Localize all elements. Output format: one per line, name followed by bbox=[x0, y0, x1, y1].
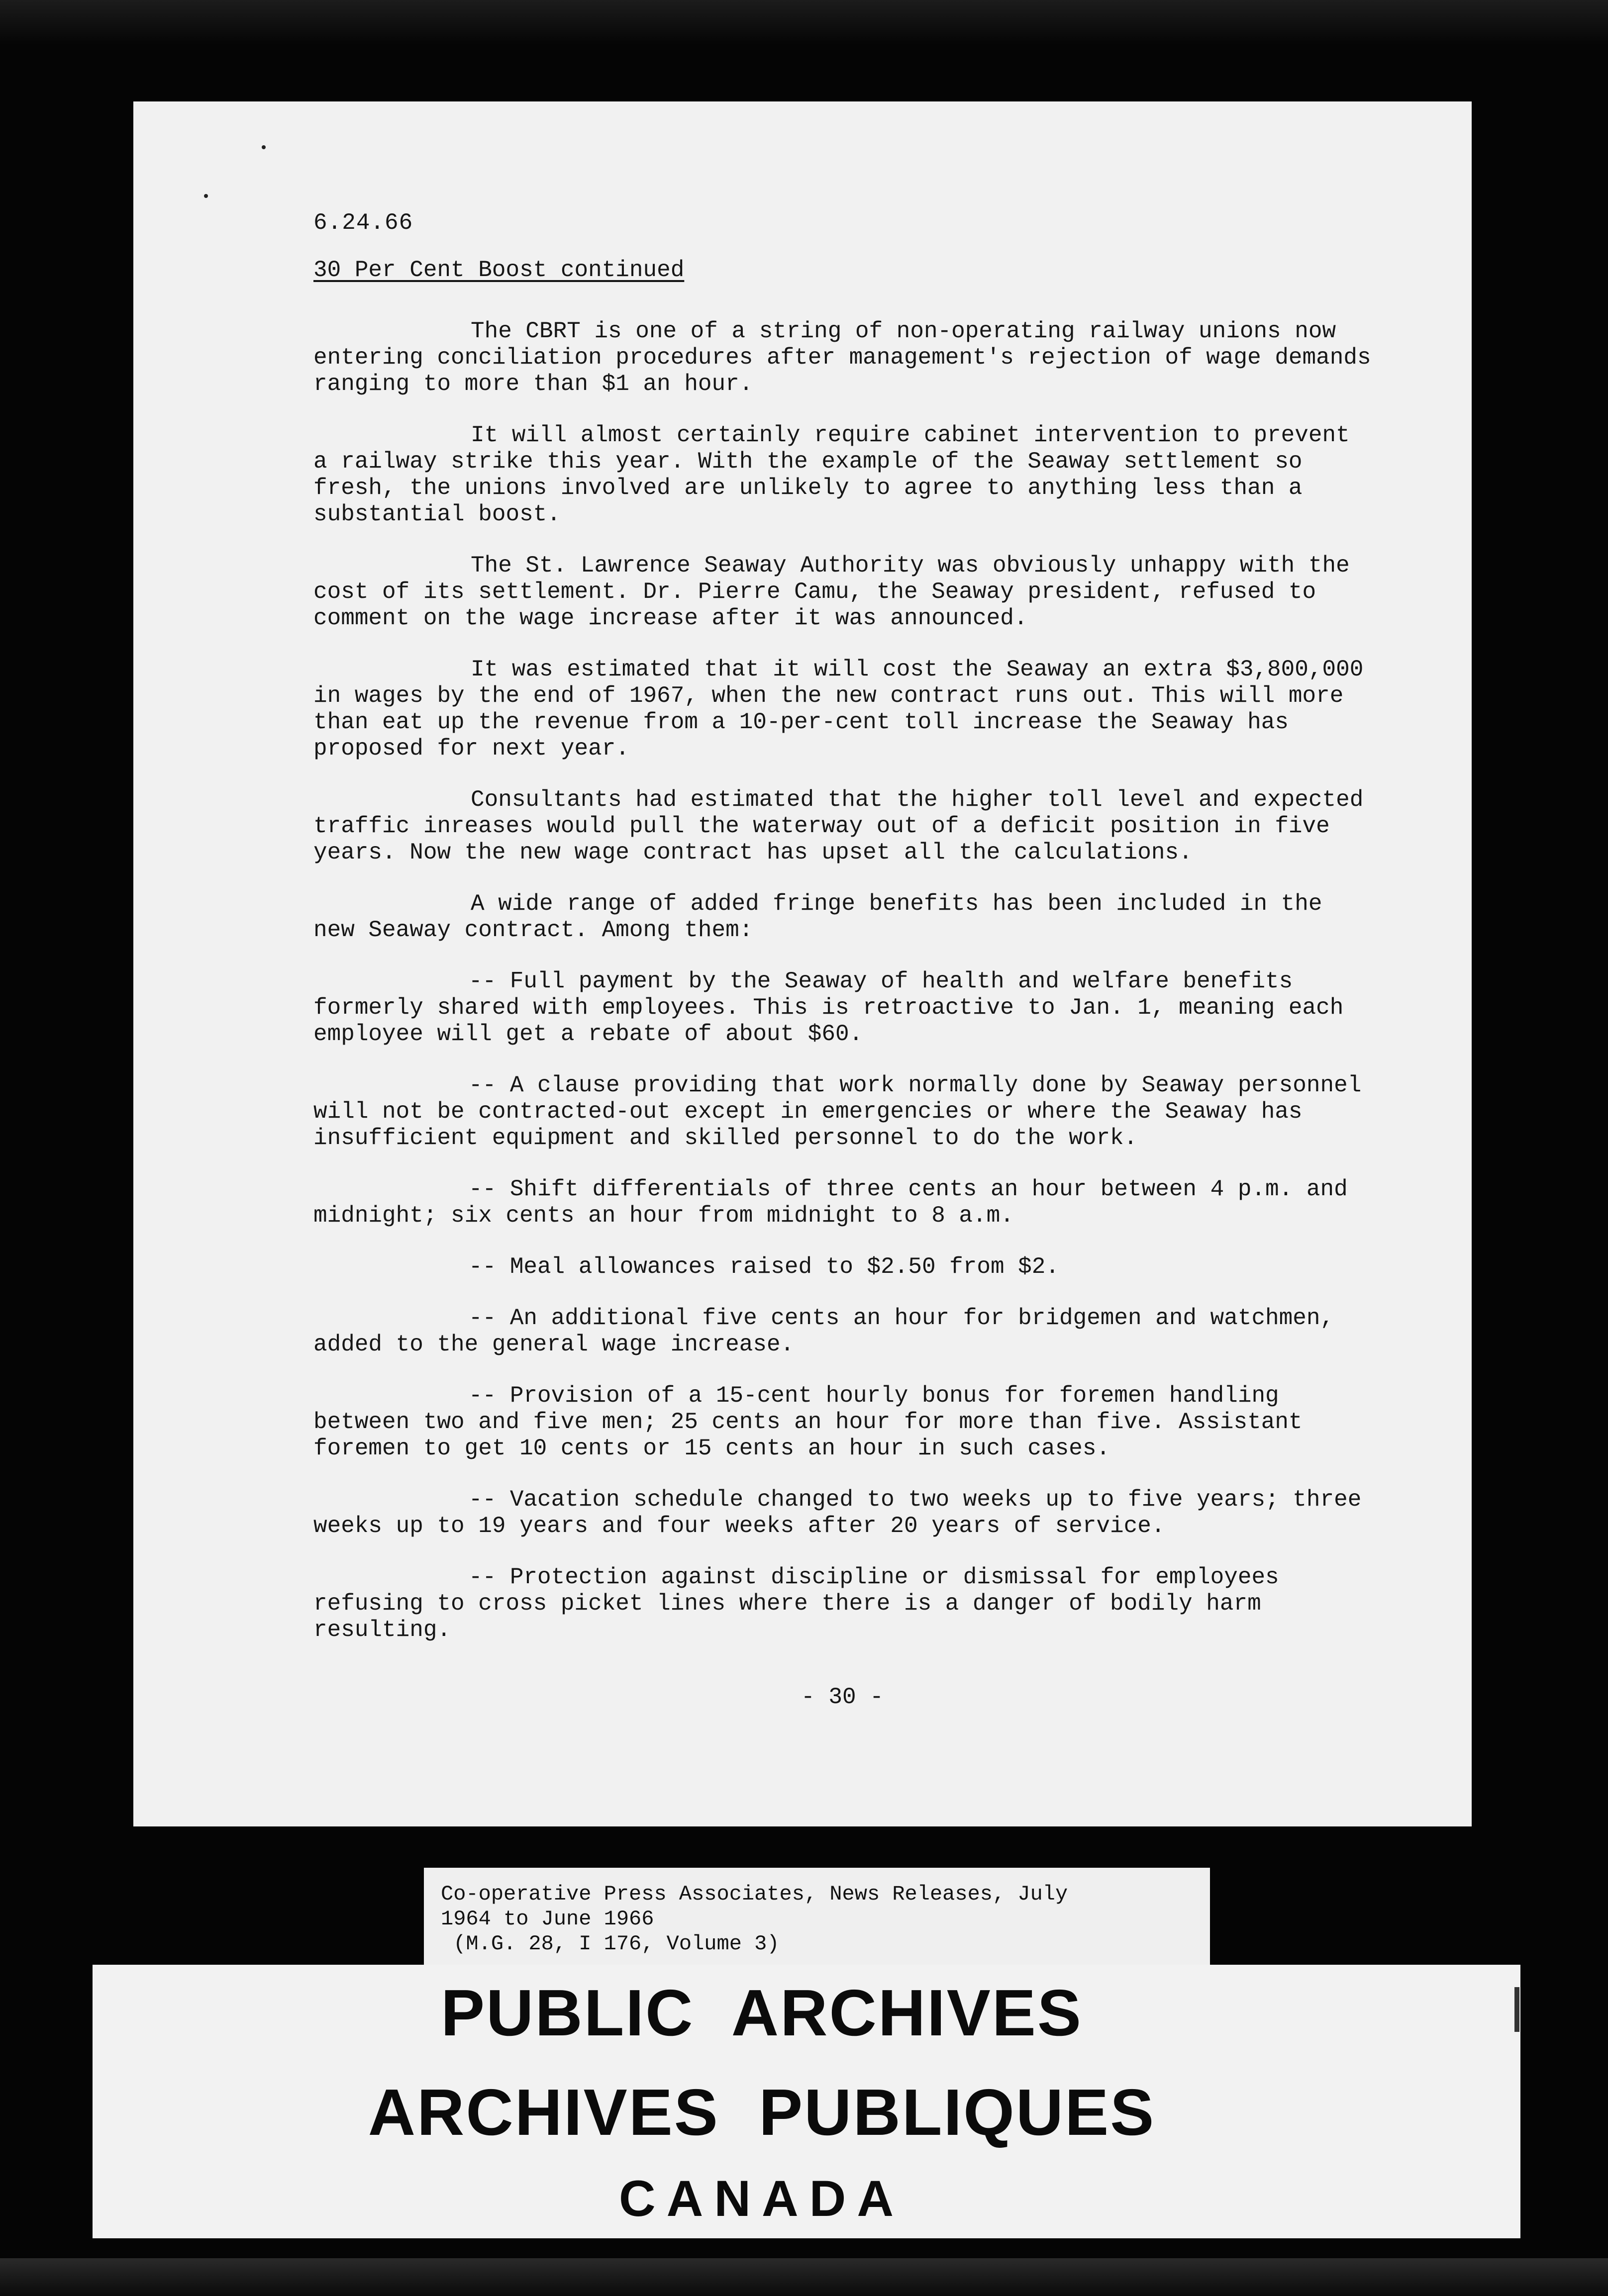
benefit-item-2: -- A clause providing that work normally done by Seaway personnel will not be contracted-out except in emergencies or where the Seaway has insufficient equipment and skilled personnel to do the work. bbox=[313, 1072, 1362, 1151]
paragraph-1: The CBRT is one of a string of non-operating railway unions now entering conciliation procedures after management's rejection of wage demands ranging to more than $1 an hour. bbox=[313, 318, 1371, 397]
benefit-item-8: -- Protection against discipline or dismissal for employees refusing to cross picket lines where there is a danger of bodily harm resulting. bbox=[313, 1564, 1279, 1643]
film-top-edge bbox=[0, 0, 1608, 45]
benefit-item-3: -- Shift differentials of three cents an hour between 4 p.m. and midnight; six cents an hour from midnight to 8 a.m. bbox=[313, 1176, 1348, 1229]
benefit-item-6: -- Provision of a 15-cent hourly bonus for foremen handling between two and five men; 25 cents an hour for more than five. Assistant foremen to get 10 cents or 15 cents an hour in such cases. bbox=[313, 1383, 1303, 1461]
citation-line-2: 1964 to June 1966 bbox=[441, 1907, 654, 1931]
benefit-item-4: -- Meal allowances raised to $2.50 from $2. bbox=[469, 1254, 1059, 1280]
paragraph-6: A wide range of added fringe benefits has been included in the new Seaway contract. Among them: bbox=[313, 891, 1322, 943]
stamp-public-archives: PUBLIC ARCHIVES bbox=[441, 1976, 1083, 2049]
archive-stamp bbox=[93, 1965, 1520, 2238]
paragraph-4: It was estimated that it will cost the Seaway an extra $3,800,000 in wages by the end of 1967, when the new contract runs out. This will more than eat up the revenue from a 10-per-cent toll increase the Seaway has proposed for next year. bbox=[313, 657, 1364, 762]
paragraph-3: The St. Lawrence Seaway Authority was obviously unhappy with the cost of its settlement. Dr. Pierre Camu, the Seaway president, refused to comment on the wage increase after it was announced. bbox=[313, 553, 1350, 631]
benefit-item-7: -- Vacation schedule changed to two weeks up to five years; three weeks up to 19 years and four weeks after 20 years of service. bbox=[313, 1487, 1362, 1539]
benefit-item-5: -- An additional five cents an hour for bridgemen and watchmen, added to the general wage increase. bbox=[313, 1305, 1334, 1357]
document-page bbox=[133, 101, 1472, 1826]
citation-line-3: (M.G. 28, I 176, Volume 3) bbox=[441, 1932, 780, 1956]
page-number: - 30 - bbox=[801, 1684, 884, 1710]
paper-speck bbox=[262, 145, 266, 149]
benefit-item-1: -- Full payment by the Seaway of health and welfare benefits formerly shared with employees. This is retroactive to Jan. 1, meaning each employee will get a rebate of about $60. bbox=[313, 968, 1344, 1047]
source-citation-card bbox=[424, 1868, 1210, 1965]
paragraph-5: Consultants had estimated that the higher toll level and expected traffic inreases would pull the waterway out of a deficit position in five years. Now the new wage contract has upset all the calculations. bbox=[313, 787, 1364, 865]
paragraph-2: It will almost certainly require cabinet intervention to prevent a railway strike this year. With the example of the Seaway settlement so fresh, the unions involved are unlikely to agree to anything less than a substantial boost. bbox=[313, 422, 1350, 527]
document-heading: 30 Per Cent Boost continued bbox=[313, 257, 685, 283]
stamp-archives-publiques: ARCHIVES PUBLIQUES bbox=[368, 2076, 1156, 2149]
film-bottom-edge bbox=[0, 2258, 1608, 2296]
citation-line-1: Co-operative Press Associates, News Releases, July bbox=[441, 1882, 1068, 1906]
paper-speck bbox=[204, 194, 208, 198]
document-date: 6.24.66 bbox=[313, 210, 413, 236]
stamp-canada: CANADA bbox=[619, 2170, 904, 2227]
stamp-mark bbox=[1514, 1987, 1519, 2032]
